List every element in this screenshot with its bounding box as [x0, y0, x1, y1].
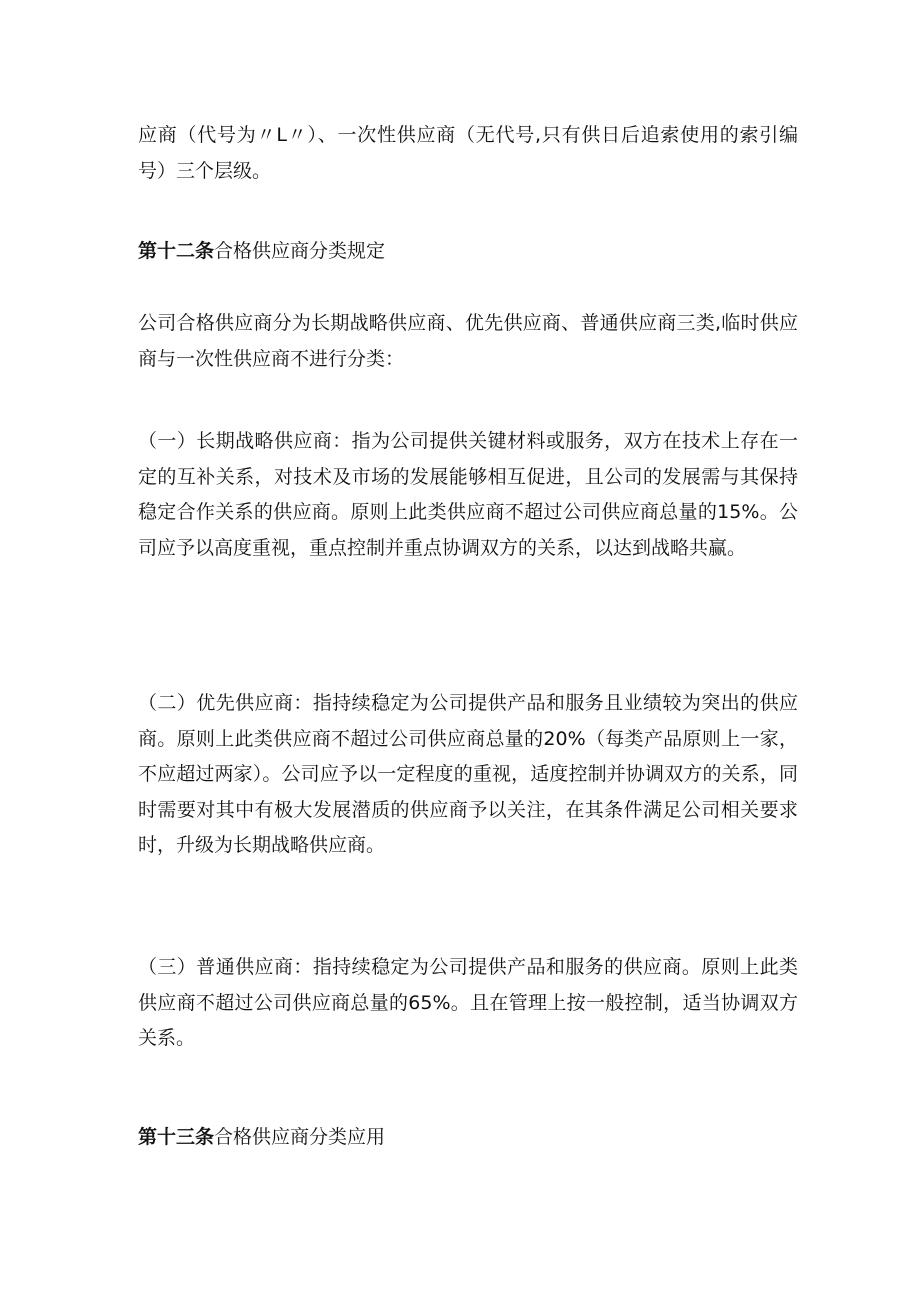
paragraph-supplier-levels: 应商（代号为〃L〃）、一次性供应商（无代号,只有供日后追索使用的索引编号）三个层级。 [138, 124, 798, 182]
paragraph-ordinary-supplier: （三）普通供应商：指持续稳定为公司提供产品和服务的供应商。原则上此类供应商不超过公司供应商总量的65%。且在管理上按一般控制，适当协调双方关系。 [138, 956, 798, 1050]
paragraph-long-term-strategic: （一）长期战略供应商：指为公司提供关键材料或服务，双方在技术上存在一定的互补关系，对技术及市场的发展能够相互促进，且公司的发展需与其保持稳定合作关系的供应商。原则上此类供应商不超过公司供应商总量的15%。公司应予以高度重视，重点控制并重点协调双方的关系，以达到战略共赢。 [138, 430, 798, 559]
article-13-heading [138, 1120, 798, 1156]
article-13-number: 第十三条 [138, 1126, 215, 1148]
article-12-heading [138, 234, 798, 270]
paragraph-preferred-supplier: （二）优先供应商：指持续稳定为公司提供产品和服务且业绩较为突出的供应商。原则上此类供应商不超过公司供应商总量的20%（每类产品原则上一家，不应超过两家）。公司应予以一定程度的重视，适度控制并协调双方的关系，同时需要对其中有极大发展潜质的供应商予以关注，在其条件满足公司相关要求时，升级为长期战略供应商。 [138, 692, 798, 857]
article-12-title: 合格供应商分类规定 [214, 240, 386, 262]
paragraph-classification-intro: 公司合格供应商分为长期战略供应商、优先供应商、普通供应商三类,临时供应商与一次性供应商不进行分类： [138, 312, 798, 370]
article-12-number: 第十二条 [138, 240, 215, 262]
article-13-title: 合格供应商分类应用 [214, 1126, 386, 1148]
